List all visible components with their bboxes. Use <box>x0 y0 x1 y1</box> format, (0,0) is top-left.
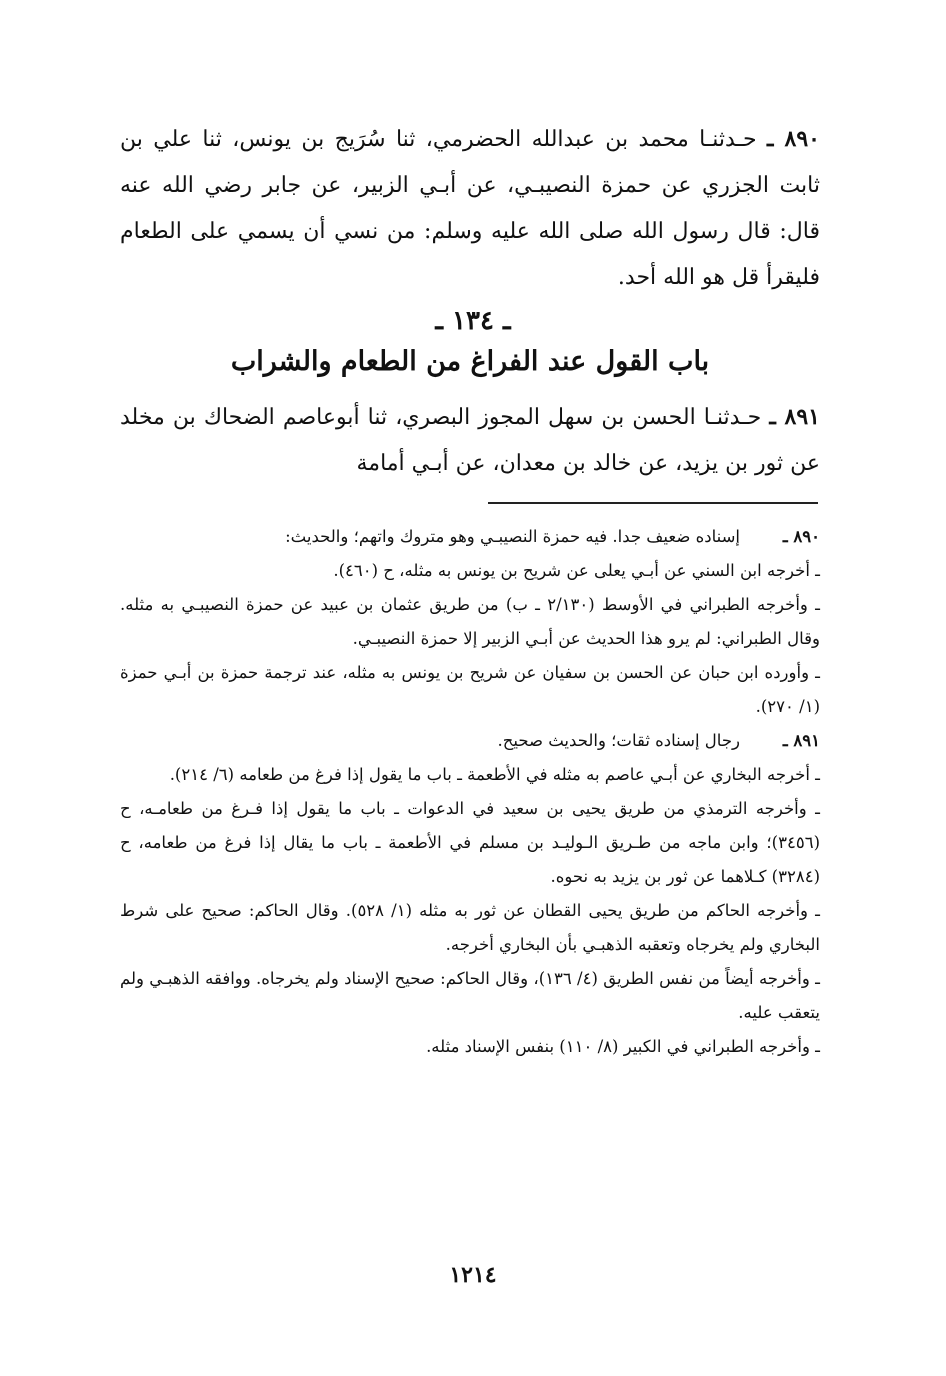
footnote-890-line: ـ وأخرجه الطبراني في الأوسط (٢/١٣٠ ـ ب) من طريق عثمان بن عبيد عن حمزة النصيبـي به مثله. وقال الطبراني: لم يرو هذا الحديث عن أبـي الزبير إلا حمزة النصيبـي. <box>120 595 820 648</box>
footnote-891-line: ـ وأخرجه الترمذي من طريق يحيى بن سعيد في الدعوات ـ باب ما يقول إذا فـرغ من طعامـه، ح (٣٤٥٦)؛ وابن ماجه من طـريق الـوليـد بن مسلم في الأطعمة ـ باب ما يقال إذا فرغ من طعامه، ح (٣٢٨٤) كـلاهما عن ثور بن يزيد به نحوه. <box>120 799 820 886</box>
footnote-890-head-text: إسناده ضعيف جدا. فيه حمزة النصيبـي وهو متروك واتهم؛ والحديث: <box>285 527 740 546</box>
footnote-891-line: ـ وأخرجه الطبراني في الكبير (٨/ ١١٠) بنفس الإسناد مثله. <box>426 1037 820 1056</box>
footnote-891-head-text: رجال إسناده ثقات؛ والحديث صحيح. <box>497 731 740 750</box>
hadith-890-number: ٨٩٠ ـ <box>767 126 820 152</box>
footnote-891-head <box>120 724 820 758</box>
footnote-891-line: ـ وأخرجه الحاكم من طريق يحيى القطان عن ثور به مثله (١/ ٥٢٨). وقال الحاكم: صحيح على شرط البخاري ولم يخرجاه وتعقبه الذهبـي بأن البخاري أخرجه. <box>120 901 820 954</box>
hadith-890-text: حـدثنـا محمد بن عبدالله الحضرمي، ثنا سُرَيج بن يونس، ثنا علي بن ثابت الجزري عن حمزة النصيبـي، عن أبـي الزبير، عن جابر رضي الله عنه قال: قال رسول الله صلى الله عليه وسلم: من نسي أن يسمي على الطعام فليقرأ قل هو الله أحد. <box>120 127 820 290</box>
footnote-891-line: ـ أخرجه البخاري عن أبـي عاصم به مثله في الأطعمة ـ باب ما يقول إذا فرغ من طعامه (٦/ ٢١٤). <box>169 765 820 784</box>
footnote-890-number: ٨٩٠ ـ <box>782 527 820 546</box>
hadith-891-number: ٨٩١ ـ <box>769 404 820 430</box>
footnotes <box>120 520 820 1064</box>
section-number: ـ ١٣٤ ـ <box>435 306 511 336</box>
footnote-891-line: ـ وأخرجه أيضاً من نفس الطريق (٤/ ١٣٦)، وقال الحاكم: صحيح الإسناد ولم يخرجاه. ووافقه الذهبـي ولم يتعقب عليه. <box>120 969 820 1022</box>
section-title: باب القول عند الفراغ من الطعام والشراب <box>230 346 710 377</box>
page-number: ١٢١٤ <box>449 1262 497 1288</box>
footnote-890-line: ـ وأورده ابن حبان عن الحسن بن سفيان عن شريح بن يونس به مثله، عند ترجمة حمزة بن أبـي حمزة (١/ ٢٧٠). <box>120 663 820 716</box>
hadith-891-text: حـدثنـا الحسن بن سهل المجوز البصري، ثنا أبوعاصم الضحاك بن مخلد عن ثور بن يزيد، عن خالد بن معدان، عن أبـي أمامة <box>120 405 820 476</box>
hadith-891-block <box>120 394 820 487</box>
footnote-891-number: ٨٩١ ـ <box>782 731 820 750</box>
hadith-890-block <box>120 116 820 301</box>
footnote-890-head <box>120 520 820 554</box>
footnote-divider <box>488 502 818 504</box>
footnote-890-line: ـ أخرجه ابن السني عن أبـي يعلى عن شريح بن يونس به مثله، ح (٤٦٠). <box>333 561 820 580</box>
